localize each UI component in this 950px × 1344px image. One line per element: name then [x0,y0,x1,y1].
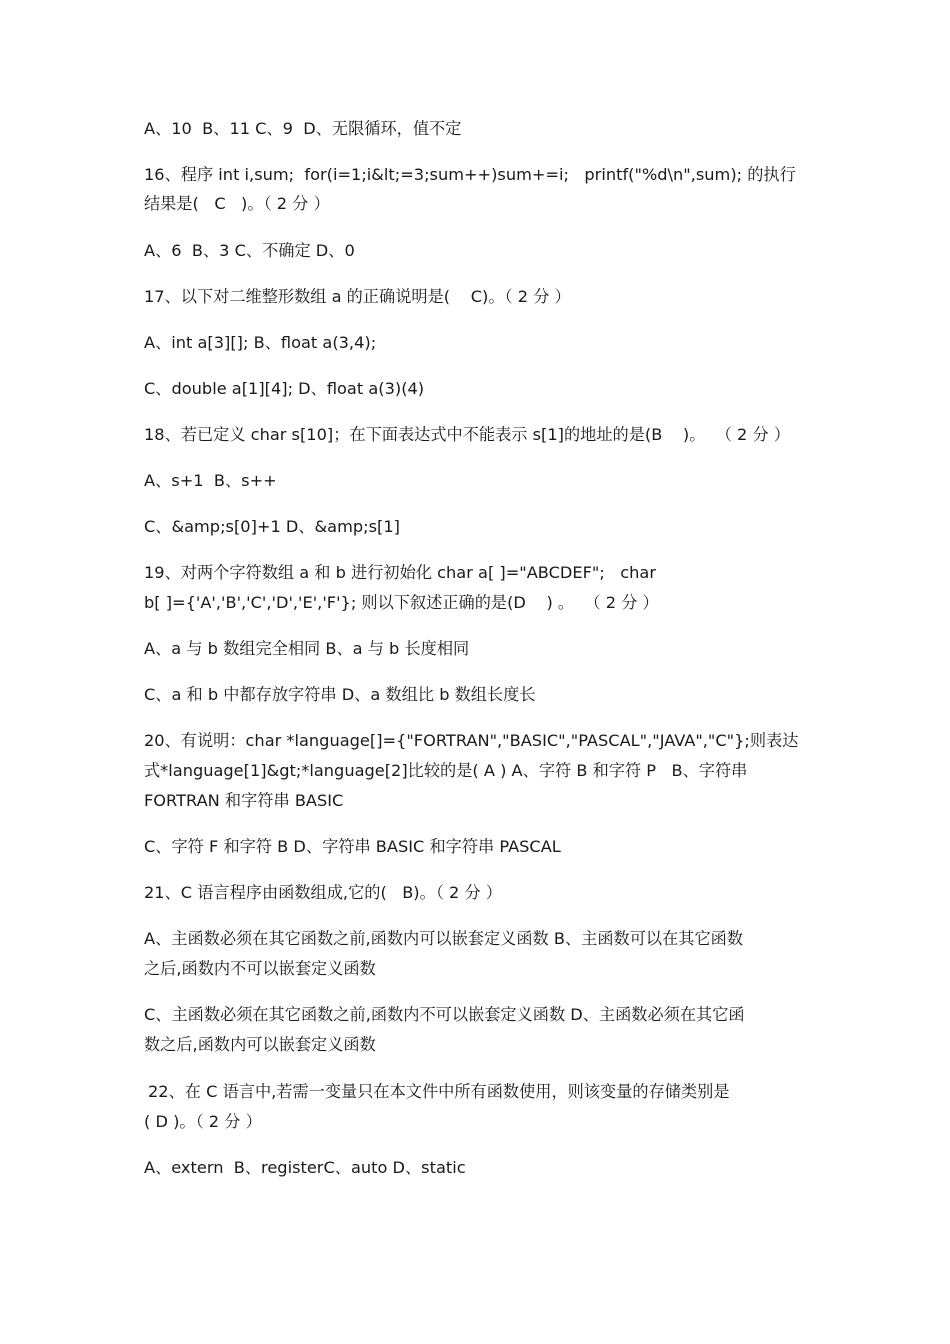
q20-question-line1: 20、有说明：char *language[]={"FORTRAN","BASIC","PASCAL","JAVA","C"};则表达 [144,731,799,750]
q17-options-ab: A、int a[3][]; B、float a(3,4); [144,333,377,352]
q21-options-ab-line1: A、主函数必须在其它函数之前,函数内可以嵌套定义函数 B、主函数可以在其它函数 [144,929,744,948]
q19-question-line1: 19、对两个字符数组 a 和 b 进行初始化 char a[ ]="ABCDEF"; char [144,563,656,582]
q17-options-cd: C、double a[1][4]; D、float a(3)(4) [144,379,425,398]
q21-question: 21、C 语言程序由函数组成,它的( B)。（ 2 分 ） [144,883,502,902]
q19-options-ab: A、a 与 b 数组完全相同 B、a 与 b 长度相同 [144,639,470,658]
q16-question-line2: 结果是( C )。（ 2 分 ） [144,194,330,213]
q16-options: A、6 B、3 C、不确定 D、0 [144,241,355,260]
q22-question-line1: 22、在 C 语言中,若需一变量只在本文件中所有函数使用，则该变量的存储类别是 [148,1082,730,1101]
q21-options-cd-line2: 数之后,函数内可以嵌套定义函数 [144,1035,376,1054]
q20-options-cd: C、字符 F 和字符 B D、字符串 BASIC 和字符串 PASCAL [144,837,561,856]
q22-options: A、extern B、registerC、auto D、static [144,1158,466,1177]
q19-options-cd: C、a 和 b 中都存放字符串 D、a 数组比 b 数组长度长 [144,685,536,704]
q15-options: A、10 B、11 C、9 D、无限循环，值不定 [144,119,462,138]
q18-options-cd: C、&amp;s[0]+1 D、&amp;s[1] [144,517,400,536]
q18-question: 18、若已定义 char s[10]；在下面表达式中不能表示 s[1]的地址的是(B )。 （ 2 分 ） [144,425,791,444]
q17-question: 17、以下对二维整形数组 a 的正确说明是( C)。（ 2 分 ） [144,287,571,306]
q20-question-line3: FORTRAN 和字符串 BASIC [144,791,344,810]
q16-question-line1: 16、程序 int i,sum; for(i=1;i&lt;=3;sum++)sum+=i; printf("%d\n",sum); 的执行 [144,165,796,184]
q19-question-line2: b[ ]={'A','B','C','D','E','F'}; 则以下叙述正确的是(D ) 。 （ 2 分 ） [144,593,659,612]
q18-options-ab: A、s+1 B、s++ [144,471,277,490]
q22-question-line2: ( D )。（ 2 分 ） [144,1112,262,1131]
q20-question-line2: 式*language[1]&gt;*language[2]比较的是( A ) A、字符 B 和字符 P B、字符串 [144,761,748,780]
q21-options-ab-line2: 之后,函数内不可以嵌套定义函数 [144,959,376,978]
q21-options-cd-line1: C、主函数必须在其它函数之前,函数内不可以嵌套定义函数 D、主函数必须在其它函 [144,1005,745,1024]
